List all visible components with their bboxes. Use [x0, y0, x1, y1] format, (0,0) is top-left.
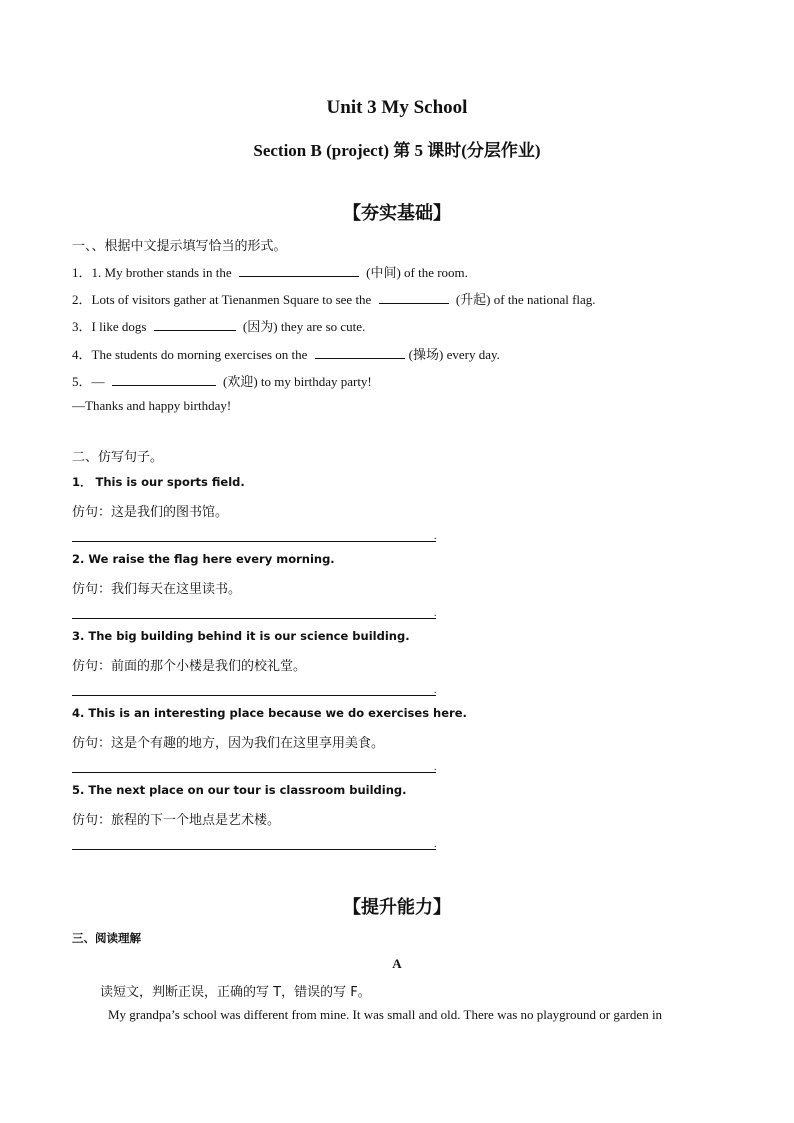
part3-instruction: 三、阅读理解	[72, 931, 141, 945]
line-end-dot: .	[434, 685, 437, 696]
answer-line-1[interactable]	[72, 541, 436, 542]
line-end-dot: .	[434, 839, 437, 850]
fill-item-5-reply: —Thanks and happy birthday!	[72, 398, 232, 413]
part1-instruction: 一、、根据中文提示填写恰当的形式。	[72, 239, 287, 254]
line-end-dot: .	[434, 608, 437, 619]
passage-text: My grandpa’s school was different from mine. It was small and old. There was no playground or garden in	[108, 1007, 663, 1022]
rewrite-sentence-4: 4. This is an interesting place because we do exercises here.	[72, 706, 467, 720]
rewrite-sentence-5: 5. The next place on our tour is classroom building.	[72, 783, 407, 797]
answer-line-4[interactable]	[72, 772, 436, 773]
answer-line-5[interactable]	[72, 849, 436, 850]
answer-line-3[interactable]	[72, 695, 436, 696]
line-end-dot: .	[434, 531, 437, 542]
answer-blank[interactable]	[315, 347, 405, 359]
line-end-dot: .	[434, 762, 437, 773]
answer-blank[interactable]	[154, 319, 236, 331]
part2-instruction: 二、仿写句子。	[72, 450, 164, 465]
section-heading-improve: 【提升能力】	[343, 897, 451, 918]
fill-item-3: 3．I like dogs (因为) they are so cute.	[72, 319, 366, 334]
rewrite-prompt-5: 仿句：旅程的下一个地点是艺术楼。	[72, 813, 281, 828]
fill-item-1: 1．1. My brother stands in the (中间) of the room.	[72, 265, 468, 280]
answer-blank[interactable]	[239, 265, 359, 277]
rewrite-sentence-3: 3. The big building behind it is our science building.	[72, 629, 410, 643]
rewrite-prompt-3: 仿句：前面的那个小楼是我们的校礼堂。	[72, 659, 307, 674]
passage-label: A	[392, 956, 402, 971]
answer-line-2[interactable]	[72, 618, 436, 619]
section-heading-basics: 【夯实基础】	[343, 203, 451, 224]
rewrite-prompt-4: 仿句：这是个有趣的地方，因为我们在这里享用美食。	[72, 736, 385, 751]
fill-item-4: 4．The students do morning exercises on the (操场) every day.	[72, 347, 500, 362]
page-subtitle: Section B (project) 第 5 课时(分层作业)	[253, 141, 541, 160]
page-title: Unit 3 My School	[326, 97, 468, 118]
fill-item-2: 2．Lots of visitors gather at Tienanmen Square to see the (升起) of the national flag.	[72, 292, 596, 307]
fill-item-5: 5．— (欢迎) to my birthday party!	[72, 374, 372, 389]
rewrite-sentence-2: 2. We raise the flag here every morning.	[72, 552, 335, 566]
rewrite-prompt-2: 仿句：我们每天在这里读书。	[72, 582, 242, 597]
rewrite-prompt-1: 仿句：这是我们的图书馆。	[72, 505, 229, 520]
rewrite-sentence-1: 1． This is our sports field.	[72, 475, 245, 489]
answer-blank[interactable]	[379, 292, 449, 304]
answer-blank[interactable]	[112, 374, 216, 386]
reading-direction: 读短文，判断正误，正确的写 T，错误的写 F。	[100, 985, 371, 1000]
